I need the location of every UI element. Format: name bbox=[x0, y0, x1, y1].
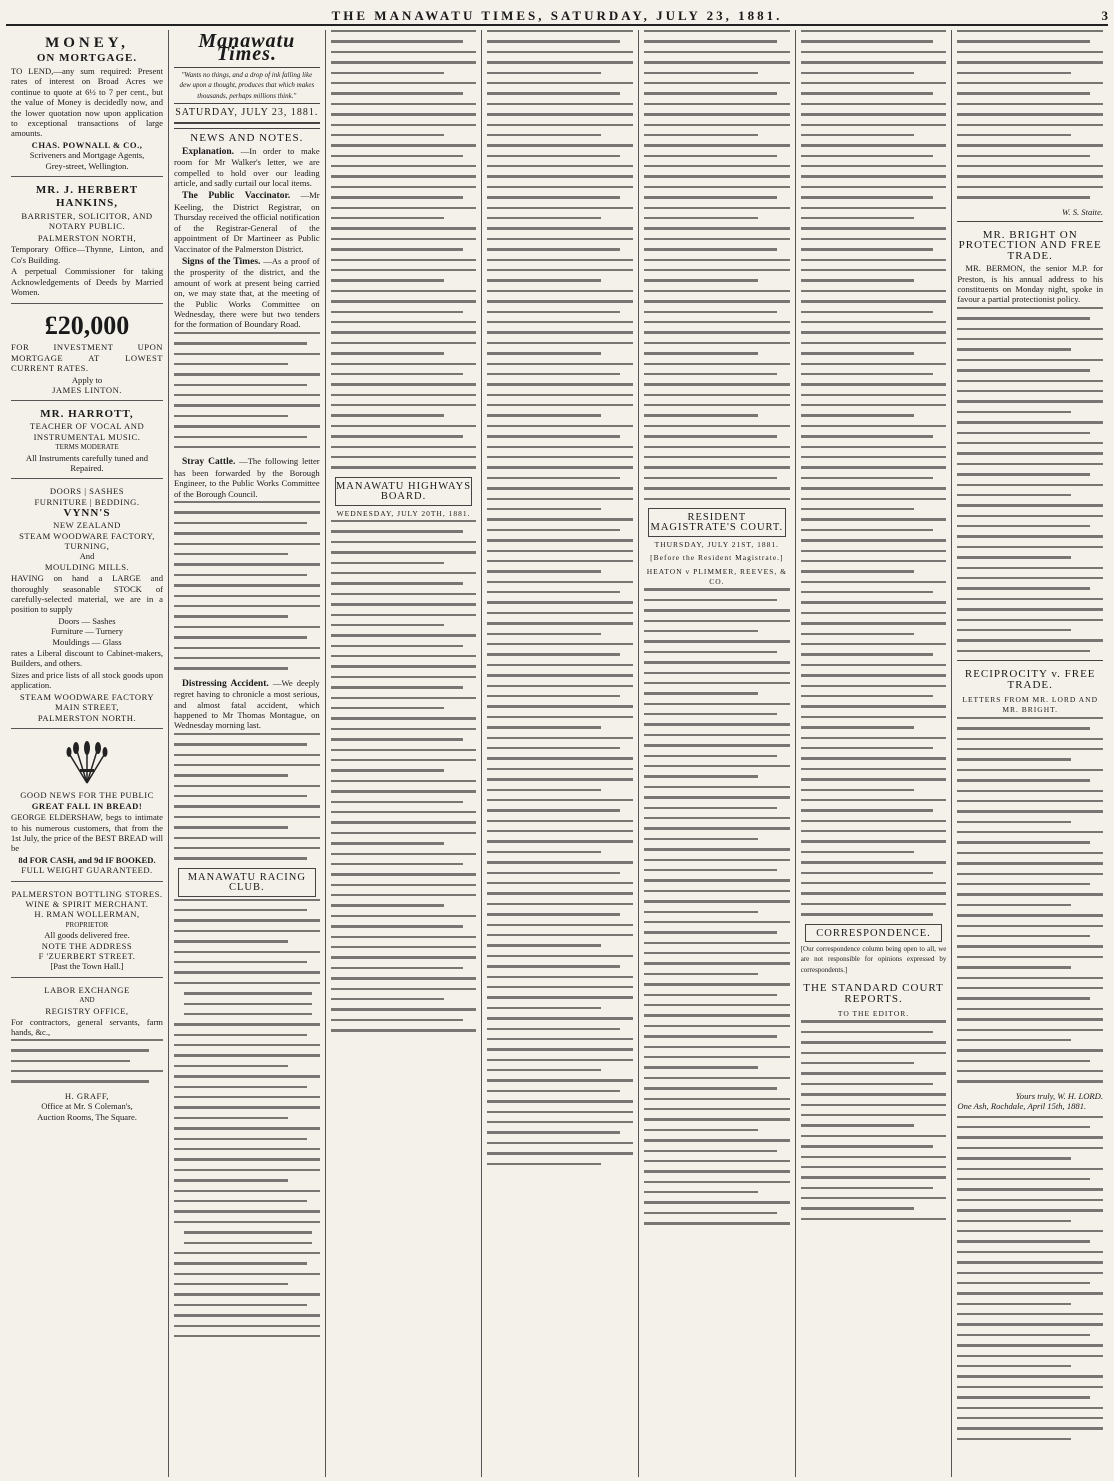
lord-signature: Yours truly, W. H. LORD. bbox=[1015, 1090, 1104, 1101]
column-6 bbox=[796, 30, 953, 1477]
column-4 bbox=[482, 30, 639, 1477]
column-3 bbox=[326, 30, 483, 1477]
standard-heading: THE STANDARD COURT REPORTS. bbox=[803, 982, 944, 1005]
court-before: [Before the Resident Magistrate.] bbox=[650, 553, 784, 563]
bright-heading: MR. BRIGHT ON PROTECTION AND FREE TRADE. bbox=[958, 229, 1102, 262]
correspondence-note: [Our correspondence column being open to all, we are not responsible for opinions expressed by correspondents.] bbox=[800, 945, 947, 974]
wheat-sheaf-icon bbox=[62, 739, 112, 785]
hankins-advert: MR. J. HERBERT HANKINS, BARRISTER, SOLICITOR, AND NOTARY PUBLIC. PALMERSTON NORTH, Temporary Office—Thynne, Linton, and Co's Building. A perpetual Commissioner for taking Acknowledgements of Deeds by Married Women. bbox=[11, 180, 163, 304]
magistrate-court-heading: RESIDENT MAGISTRATE'S COURT. bbox=[648, 508, 786, 537]
bottling-stores-advert: PALMERSTON BOTTLING STORES. WINE & SPIRIT MERCHANT. H. RMAN WOLLERMAN, PROPRIETOR All goods delivered free. NOTE THE ADDRESS F 'ZUERBERT STREET. [Past the Town Hall.] bbox=[11, 885, 163, 978]
woodware-advert: DOORS | SASHES FURNITURE | BEDDING. VYNN'S NEW ZEALAND STEAM WOODWARE FACTORY, TURNING, And MOULDING MILLS. HAVING on hand a LARGE and thoroughly seasonable STOCK of carefully-selected material, we are in a position to supply Doors — Sashes Furniture — Turnery Mouldings — Glass rates a Liberal discount to Cabinet-makers, Builders, and others. Sizes and price lists of all stock goods upon application. STEAM WOODWARE FACTORY MAIN STREET, PALMERSTON NORTH. bbox=[11, 482, 163, 729]
running-head bbox=[6, 4, 1108, 26]
court-case: HEATON v PLIMMER, REEVES, & CO. bbox=[646, 566, 787, 586]
music-teacher-advert: MR. HARROTT, TEACHER OF VOCAL AND INSTRUMENTAL MUSIC. TERMS MODERATE All Instruments carefully tuned and Repaired. bbox=[11, 404, 163, 479]
reciprocity-heading: RECIPROCITY v. FREE TRADE. bbox=[964, 668, 1096, 691]
racing-club-heading: MANAWATU RACING CLUB. bbox=[178, 868, 316, 897]
paper-title: Manawatu Times. bbox=[198, 30, 296, 66]
labor-exchange-advert: LABOR EXCHANGE AND REGISTRY OFFICE, For contractors, general servants, farm hands, &c., H. GRAFF, Office at Mr. S Coleman's, Auction Rooms, The Square. bbox=[11, 984, 163, 1122]
running-head-title: THE MANAWATU TIMES, SATURDAY, JULY 23, 1881. bbox=[331, 8, 783, 23]
page-number: 3 bbox=[1101, 8, 1108, 23]
correspondence-heading: CORRESPONDENCE. bbox=[805, 924, 943, 942]
court-date: THURSDAY, JULY 21ST, 1881. bbox=[654, 539, 780, 549]
investment-advert: £20,000 FOR INVESTMENT UPON MORTGAGE AT LOWEST CURRENT RATES. Apply to JAMES LINTON. bbox=[11, 307, 163, 401]
lord-address: One Ash, Rochdale, April 15th, 1881. bbox=[957, 1101, 1087, 1112]
staite-signature: W. S. Staite. bbox=[1062, 206, 1104, 217]
to-the-editor: TO THE EDITOR. bbox=[837, 1009, 910, 1019]
paper-dateline: SATURDAY, JULY 23, 1881. bbox=[174, 104, 320, 124]
news-column: Manawatu Times. "Wants no things, and a drop of ink falling like dew upon a thought, produces that which makes thousands, perhaps millions think." SATURDAY, JULY 23, 1881. NEWS AND NOTES. Explanation. —In order to make room for Mr Walker's letter, we are compelled to hold over our leading article, and sadly curtail our local items. The Public Vaccinator. —Mr Keeling, the District Registrar, on Thursday received the official notification of the Registrar-General of the appointment of Dr Martineer as Public Vaccinator of the Palmerston District. Signs of the Times. —As a proof of the prosperity of the district, and the amount of work at present being carried on, we may state that, at the meeting of the Public Works Committee on Wednesday, there were but two tenders for the formation of Boundary Road. Stray Cattle. —The following letter has been forwarded by the Borough Engineer, to the Public Works Committee of the Borough Council. Distressing Accident. —We deeply regret having to chronicle a most serious, and almost fatal accident, which happened to Mr Thomas Montague, on Wednesday morning last. MANAWATU RACING CLUB. bbox=[169, 30, 326, 1477]
money-advert: MONEY, ON MORTGAGE. TO LEND,—any sum required: Present rates of interest on Broad Acres we continue to quote at 6½ to 7 per cent., but the value of Money is decidedly now, and the lower quotation now upon application to exceptional transactions of large amounts. CHAS. POWNALL & CO., Scriveners and Mortgage Agents, Grey-street, Wellington. bbox=[11, 30, 163, 177]
highways-board-heading: MANAWATU HIGHWAYS BOARD. bbox=[335, 477, 473, 506]
paper-motto: "Wants no things, and a drop of ink falling like dew upon a thought, produces that which makes thousands, perhaps millions think." bbox=[174, 68, 320, 104]
column-7 bbox=[952, 30, 1108, 1477]
paper-masthead bbox=[174, 30, 320, 68]
column-5 bbox=[639, 30, 796, 1477]
advert-column bbox=[6, 30, 169, 1477]
bright-lead: MR. BERMON, the senior M.P. for Preston, is his annual address to his constituents on Monday night, spoke in favour a partial protectionist policy. bbox=[957, 263, 1104, 305]
reciprocity-from: LETTERS FROM MR. LORD AND MR. BRIGHT. bbox=[962, 694, 1099, 715]
news-heading: NEWS AND NOTES. bbox=[174, 128, 320, 145]
bread-advert: GOOD NEWS FOR THE PUBLIC GREAT FALL IN BREAD! GEORGE ELDERSHAW, begs to intimate to his numerous customers, that from the 1st July, the price of the BEST BREAD will be 8d FOR CASH, and 9d IF BOOKED. FULL WEIGHT GUARANTEED. bbox=[11, 732, 163, 882]
highways-date: WEDNESDAY, JULY 20TH, 1881. bbox=[336, 508, 471, 518]
